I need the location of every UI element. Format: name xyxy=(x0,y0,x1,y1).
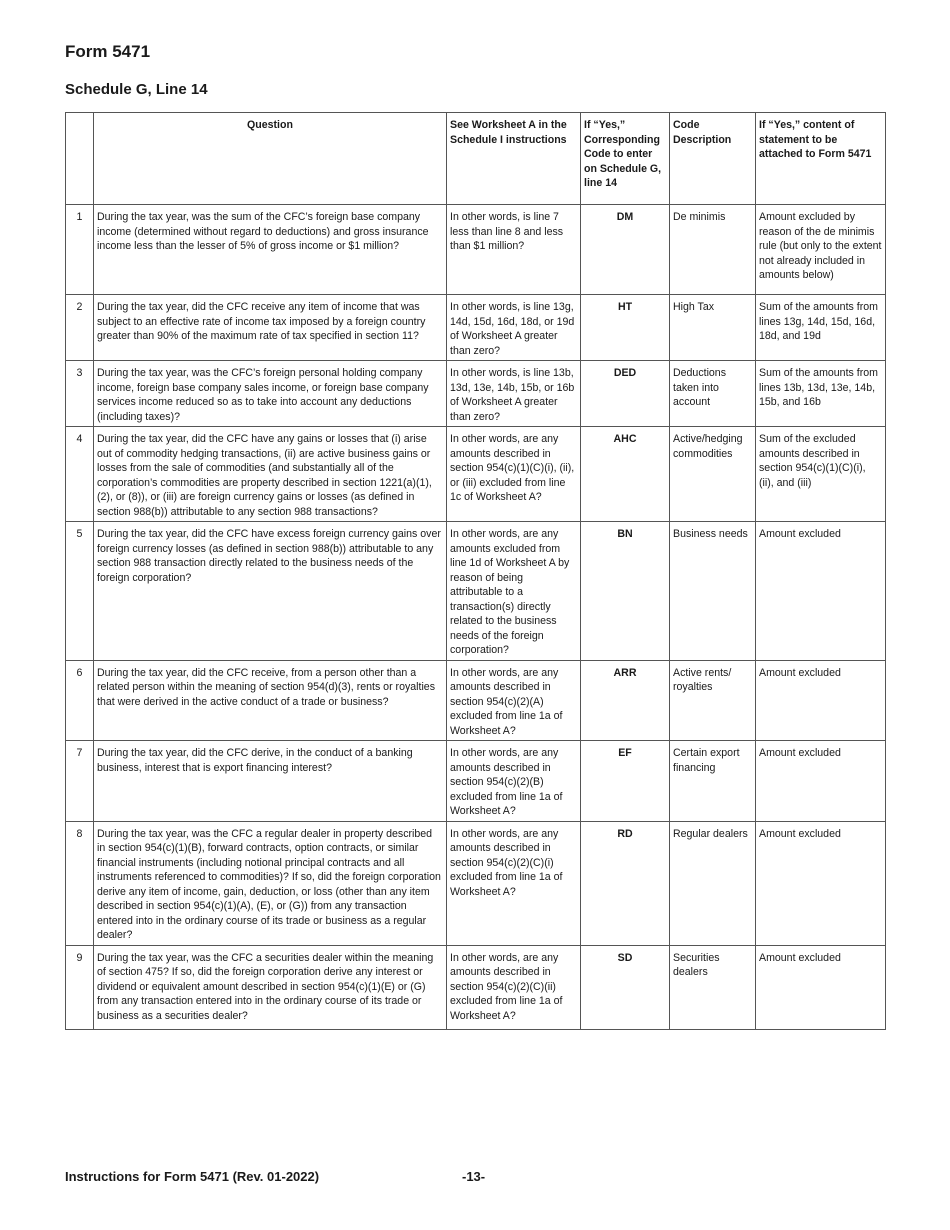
table-row xyxy=(66,522,886,661)
row-statement: Amount excluded xyxy=(756,945,886,1029)
row-number: 1 xyxy=(66,205,94,295)
header-worksheet: See Worksheet A in the Schedule I instructions xyxy=(447,113,581,205)
row-question: During the tax year, did the CFC receive any item of income that was subject to an effective rate of income tax imposed by a foreign country greater than 90% of the maximum rate of tax specified in section 11? xyxy=(94,295,447,361)
row-question: During the tax year, was the CFC a securities dealer within the meaning of section 475? If so, did the foreign corporation derive any interest or dividend or equivalent amount described in section 954(c)(1)(E) or (G) from any transaction entered into in the ordinary course of its trade or business as a securities dealer? xyxy=(94,945,447,1029)
row-worksheet: In other words, is line 13g, 14d, 15d, 16d, 18d, or 19d of Worksheet A greater than zero? xyxy=(447,295,581,361)
row-question: During the tax year, did the CFC derive, in the conduct of a banking business, interest that is export financing interest? xyxy=(94,741,447,822)
row-statement: Amount excluded by reason of the de minimis rule (but only to the extent not already included in amounts below) xyxy=(756,205,886,295)
table-row xyxy=(66,741,886,822)
row-description: Securities dealers xyxy=(670,945,756,1029)
row-code: ARR xyxy=(581,660,670,741)
row-number: 7 xyxy=(66,741,94,822)
header-statement: If “Yes,” content of statement to be attached to Form 5471 xyxy=(756,113,886,205)
table-row xyxy=(66,361,886,427)
row-worksheet: In other words, are any amounts described in section 954(c)(1)(C)(i), (ii), or (iii) excluded from line 1c of Worksheet A? xyxy=(447,427,581,522)
row-question: During the tax year, did the CFC have any gains or losses that (i) arise out of commodity hedging transactions, (ii) are active business gains or losses from the sale of commodities (and substantially all of the corporation’s commodities are property described in section 1221(a)(1), (2), or (8)), or (iii) are foreign currency gains or losses (as defined in section 988(b)) attributable to any section 988 transactions? xyxy=(94,427,447,522)
row-statement: Amount excluded xyxy=(756,741,886,822)
row-code: DED xyxy=(581,361,670,427)
row-number: 3 xyxy=(66,361,94,427)
header-description: Code Description xyxy=(670,113,756,205)
row-description: De minimis xyxy=(670,205,756,295)
table-row xyxy=(66,945,886,1029)
row-code: SD xyxy=(581,945,670,1029)
row-worksheet: In other words, are any amounts described in section 954(c)(2)(C)(ii) excluded from line 1a of Worksheet A? xyxy=(447,945,581,1029)
table-header-row xyxy=(66,113,886,205)
row-code: EF xyxy=(581,741,670,822)
row-code: DM xyxy=(581,205,670,295)
row-description: Regular dealers xyxy=(670,821,756,945)
table-row xyxy=(66,660,886,741)
footer-form-revision: Instructions for Form 5471 (Rev. 01-2022) xyxy=(65,1169,320,1184)
row-question: During the tax year, was the sum of the CFC’s foreign base company income (determined without regard to deductions) and gross insurance income less than the lesser of 5% of gross income or $1 million? xyxy=(94,205,447,295)
row-statement: Sum of the amounts from lines 13g, 14d, 15d, 16d, 18d, and 19d xyxy=(756,295,886,361)
row-statement: Sum of the amounts from lines 13b, 13d, 13e, 14b, 15b, and 16b xyxy=(756,361,886,427)
row-code: AHC xyxy=(581,427,670,522)
header-num xyxy=(66,113,94,205)
row-number: 5 xyxy=(66,522,94,661)
row-code: BN xyxy=(581,522,670,661)
header-question: Question xyxy=(94,113,447,205)
row-description: Active/hedging commodities xyxy=(670,427,756,522)
row-statement: Amount excluded xyxy=(756,821,886,945)
row-description: Business needs xyxy=(670,522,756,661)
table-row xyxy=(66,427,886,522)
row-statement: Amount excluded xyxy=(756,660,886,741)
row-question: During the tax year, was the CFC a regular dealer in property described in section 954(c)(1)(B), forward contracts, option contracts, or similar financial instruments (including notional principal contracts and all instruments referenced to commodities)? If so, did the foreign corporation derive any item of income, gain, deduction, or loss (other than any item described in section 954(c)(1)(A), (E), or (G)) from any transaction entered into in the ordinary course of its trade or business as a regular dealer? xyxy=(94,821,447,945)
row-question: During the tax year, did the CFC have excess foreign currency gains over foreign currency losses (as defined in section 988(b)) attributable to any section 988 transaction directly related to the business needs of the foreign corporation? xyxy=(94,522,447,661)
header-code: If “Yes,” Corresponding Code to enter on Schedule G, line 14 xyxy=(581,113,670,205)
table-row xyxy=(66,295,886,361)
row-question: During the tax year, was the CFC’s foreign personal holding company income, foreign base company sales income, or foreign base company services income reduced so as to take into account any deductions (including taxes)? xyxy=(94,361,447,427)
row-description: High Tax xyxy=(670,295,756,361)
row-statement: Sum of the excluded amounts described in section 954(c)(1)(C)(i), (ii), and (iii) xyxy=(756,427,886,522)
row-question: During the tax year, did the CFC receive, from a person other than a related person within the meaning of section 954(d)(3), rents or royalties that were derived in the active conduct of a trade or business? xyxy=(94,660,447,741)
row-number: 4 xyxy=(66,427,94,522)
row-code: RD xyxy=(581,821,670,945)
row-worksheet: In other words, is line 13b, 13d, 13e, 14b, 15b, or 16b of Worksheet A greater than zero? xyxy=(447,361,581,427)
row-code: HT xyxy=(581,295,670,361)
row-worksheet: In other words, are any amounts described in section 954(c)(2)(A) excluded from line 1a of Worksheet A? xyxy=(447,660,581,741)
row-description: Deductions taken into account xyxy=(670,361,756,427)
form-title: Form 5471 xyxy=(65,42,151,61)
row-worksheet: In other words, are any amounts described in section 954(c)(2)(C)(i) excluded from line 1a of Worksheet A? xyxy=(447,821,581,945)
row-description: Certain export financing xyxy=(670,741,756,822)
table-row xyxy=(66,205,886,295)
row-statement: Amount excluded xyxy=(756,522,886,661)
footer-page-number: -13- xyxy=(462,1169,486,1184)
row-number: 2 xyxy=(66,295,94,361)
table-row xyxy=(66,821,886,945)
row-worksheet: In other words, are any amounts excluded from line 1d of Worksheet A by reason of being attributable to a transaction(s) directly related to the business needs of the foreign corporation? xyxy=(447,522,581,661)
schedule-title: Schedule G, Line 14 xyxy=(65,81,208,98)
schedule-g-line-14-table xyxy=(65,112,886,1030)
row-worksheet: In other words, is line 7 less than line 8 and less than $1 million? xyxy=(447,205,581,295)
row-description: Active rents/ royalties xyxy=(670,660,756,741)
row-worksheet: In other words, are any amounts described in section 954(c)(2)(B) excluded from line 1a of Worksheet A? xyxy=(447,741,581,822)
row-number: 8 xyxy=(66,821,94,945)
row-number: 6 xyxy=(66,660,94,741)
row-number: 9 xyxy=(66,945,94,1029)
